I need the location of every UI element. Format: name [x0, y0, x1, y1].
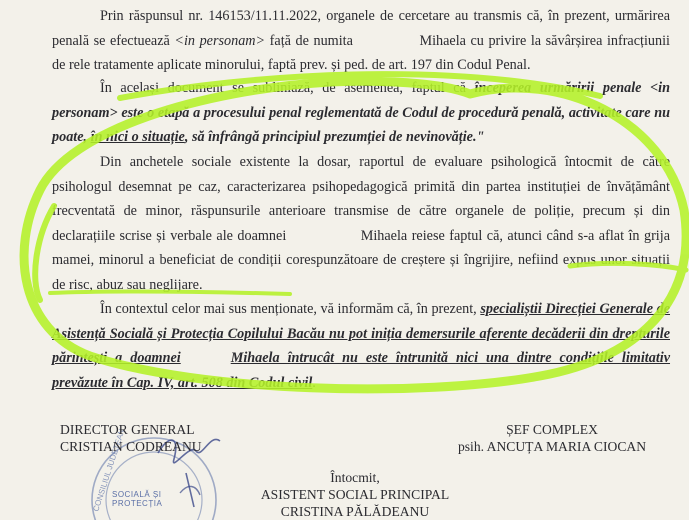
- signature-complex-head: [432, 421, 672, 455]
- paragraph-social-inquiry: [52, 150, 670, 298]
- signature-social-worker: [240, 469, 470, 520]
- p4-text-1: În contextul celor mai sus menționate, vă informăm că, în prezent,: [100, 301, 481, 317]
- complex-head-title: ȘEF COMPLEX: [506, 422, 598, 437]
- p4-conditions: Mihaela întrucât nu este întrunită nici una dintre condițiile limitativ prevăzute în Cap. IV, art. 508 din Codul civil: [52, 350, 671, 391]
- paragraph-presumption: [52, 76, 670, 150]
- social-worker-name: CRISTINA PĂLĂDEANU: [280, 504, 430, 519]
- stamp-ring-text: CONSILIUL JUDEȚEAN: [91, 427, 127, 513]
- p3-no-risk: nefiind expus unor situații de risc, abuz sau neglijare: [52, 252, 671, 293]
- director-name: CRISTIAN CODREANU: [60, 439, 202, 454]
- p1-text-1: Prin răspunsul nr. 146153/11.11.2022, organele de cercetare au transmis că, în prezent, urmărirea penală se efectuează: [52, 8, 670, 49]
- p1-text-4: Mihaela cu privire la săvârșirea infracțiunii de rele tratamente aplicate minorului, faptă prev. și ped. de art. 197 din Codul Penal.: [52, 32, 670, 74]
- p1-in-personam: <in personam>: [174, 32, 266, 49]
- paragraph-investigation: [52, 4, 670, 78]
- p3-text-4: .: [198, 276, 203, 293]
- stamp-line-1: SOCIALĂ ȘI: [112, 490, 162, 499]
- p3-text-2: Mihaela reiese faptul că, atunci când s-a aflat în grija mamei, minorul a beneficiat de condiții corespunzătoare de creștere și îngrijire,: [52, 227, 670, 269]
- complex-head-name: psih. ANCUȚA MARIA CIOCAN: [457, 439, 647, 454]
- p2-text-1: În același document se subliniază, de asemenea, faptul că: [100, 80, 475, 96]
- paragraph-conclusion: [52, 297, 670, 395]
- p3-text-1: Din anchetele sociale existente la dosar, raportul de evaluare psihologică întocmit de către psihologul desemnat pe caz, caracterizarea psihopedagogică primită din partea instituției de învățământ frecventată de minor, răspunsurile anterioare transmise de către organele de poliție, precum și din declarațiile scrise și verbale ale doamnei: [52, 154, 670, 244]
- director-title: DIRECTOR GENERAL: [60, 422, 195, 437]
- social-worker-title: ASISTENT SOCIAL PRINCIPAL: [260, 487, 450, 502]
- p2-quote-end: , să înfrângă principiul prezumției de nevinovăție.": [184, 129, 485, 146]
- p4-specialists: specialiștii Direcției Generale de Asistență Socială și Protecția Copilului Bacău nu pot iniția demersurile aferente decăderii din drepturile părintești a doamnei: [52, 301, 671, 367]
- p1-text-3: față de numita: [265, 32, 358, 49]
- stamp-inner-text: [112, 490, 162, 508]
- p2-underlined: în nici o situație: [90, 129, 185, 146]
- signature-director: [60, 421, 202, 455]
- p4-text-4: .: [312, 374, 316, 391]
- stamp-line-2: PROTECȚIA: [112, 499, 163, 508]
- prepared-by-label: Întocmit,: [330, 470, 380, 485]
- p2-quote: începerea urmăririi penale <in personam> este o etapă a procesului penal reglementată de Codul de procedură penală, activitate care nu poate,: [52, 80, 670, 146]
